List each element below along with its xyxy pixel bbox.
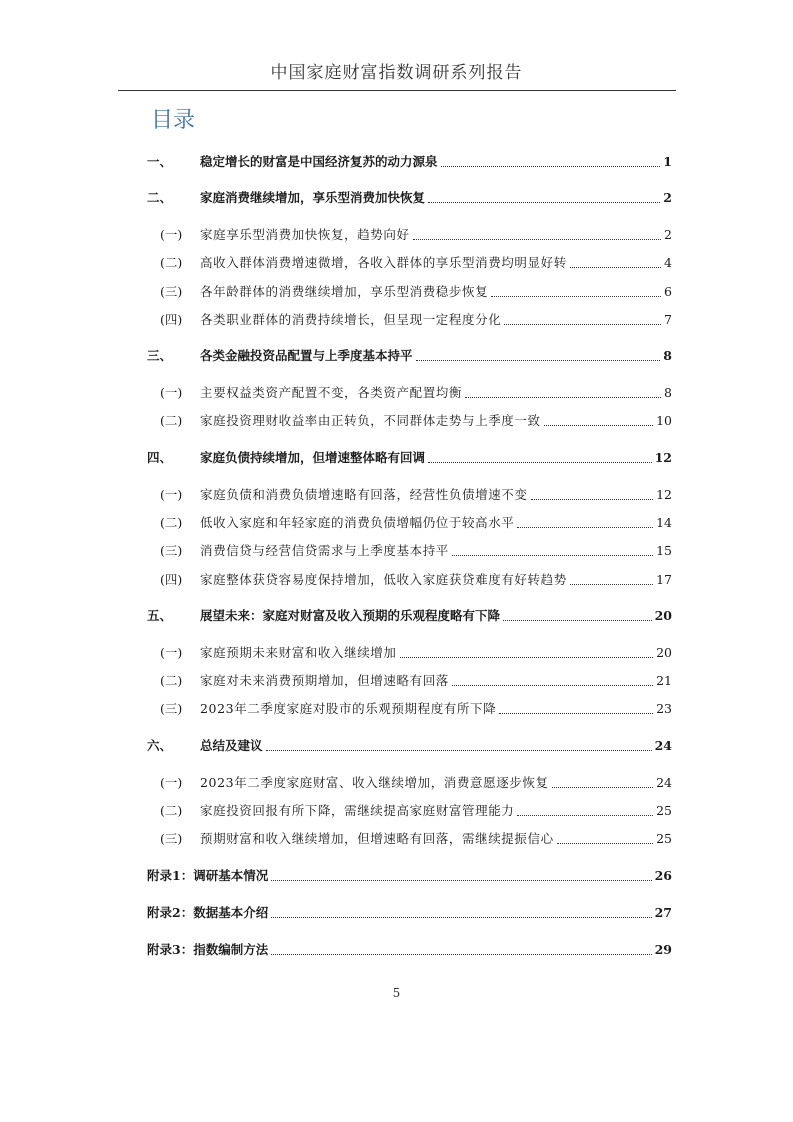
toc-entry[interactable] (0, 940, 793, 960)
toc-entry-line (200, 773, 672, 793)
toc-entry[interactable] (0, 773, 793, 793)
toc-entry-title: 家庭负债和消费负债增速略有回落，经营性负债增速不变 (200, 487, 528, 502)
toc-entry-number: 二、 (147, 190, 173, 205)
page-number: 5 (392, 986, 401, 1000)
toc-entry-title: 高收入群体消费增速微增，各收入群体的享乐型消费均明显好转 (200, 255, 567, 270)
toc-entry[interactable] (0, 541, 793, 561)
toc-dot-leader (531, 499, 654, 500)
toc-entry-line (200, 513, 672, 533)
toc-entry-number: (一) (160, 775, 183, 790)
toc-dot-leader (499, 713, 653, 714)
toc-entry-line (200, 188, 672, 208)
toc-entry-number: 六、 (147, 738, 173, 753)
toc-entry-number: 四、 (147, 450, 173, 465)
toc-entry-title: 附录2：数据基本介绍 (147, 905, 269, 920)
toc-dot-leader (271, 954, 651, 955)
toc-entry-line (200, 829, 672, 849)
toc-dot-leader (400, 657, 654, 658)
toc-entry-page: 26 (654, 868, 672, 883)
toc-entry-page: 21 (656, 673, 672, 688)
toc-entry-line (200, 699, 672, 719)
toc-entry-number: (四) (160, 312, 183, 327)
toc-entry-title: 家庭对未来消费预期增加，但增速略有回落 (200, 673, 449, 688)
toc-dot-leader (503, 620, 652, 621)
toc-entry-line (200, 736, 672, 756)
toc-entry-page: 6 (664, 284, 672, 299)
toc-entry[interactable] (0, 570, 793, 590)
toc-entry-line (200, 570, 672, 590)
toc-dot-leader (517, 527, 653, 528)
toc-entry[interactable] (0, 513, 793, 533)
toc-entry-title: 家庭整体获贷容易度保持增加，低收入家庭获贷难度有好转趋势 (200, 572, 567, 587)
toc-entry-title: 附录1：调研基本情况 (147, 868, 269, 883)
toc-entry-number: (四) (160, 572, 183, 587)
toc-dot-leader (544, 425, 653, 426)
toc-entry-number: (二) (160, 413, 183, 428)
toc-entry-page: 27 (654, 905, 672, 920)
toc-entry[interactable] (0, 903, 793, 923)
toc-entry-title: 低收入家庭和年轻家庭的消费负债增幅仍位于较高水平 (200, 515, 515, 530)
toc-entry-line (200, 253, 672, 273)
toc-entry[interactable] (0, 152, 793, 172)
toc-dot-leader (452, 685, 653, 686)
toc-entry-line (200, 643, 672, 663)
toc-entry-line (200, 448, 672, 468)
toc-dot-leader (428, 462, 652, 463)
toc-dot-leader (452, 555, 653, 556)
toc-entry-page: 20 (656, 645, 672, 660)
toc-entry-number: (三) (160, 284, 183, 299)
toc-dot-leader (441, 166, 661, 167)
toc-entry-page: 29 (654, 942, 672, 957)
toc-entry-title: 各类职业群体的消费持续增长，但呈现一定程度分化 (200, 312, 502, 327)
toc-entry-line (200, 606, 672, 626)
toc-entry-line (200, 801, 672, 821)
toc-entry-page: 15 (656, 543, 672, 558)
toc-dot-leader (570, 267, 661, 268)
toc-entry-line (200, 310, 672, 330)
toc-dot-leader (570, 584, 653, 585)
toc-entry[interactable] (0, 225, 793, 245)
toc-entry-line (200, 152, 672, 172)
toc-dot-leader (504, 324, 661, 325)
toc-entry-page: 10 (656, 413, 672, 428)
toc-entry-title: 家庭投资理财收益率由正转负，不同群体走势与上季度一致 (200, 413, 541, 428)
toc-entry-line (200, 671, 672, 691)
toc-entry[interactable] (0, 188, 793, 208)
toc-entry-number: (二) (160, 803, 183, 818)
toc-entry-number: (三) (160, 701, 183, 716)
toc-dot-leader (465, 397, 661, 398)
toc-dot-leader (552, 787, 653, 788)
toc-entry-title: 各类金融投资品配置与上季度基本持平 (200, 348, 413, 363)
toc-dot-leader (517, 815, 653, 816)
toc-entry-page: 7 (664, 312, 672, 327)
toc-entry-line (200, 383, 672, 403)
toc-entry-title: 2023年二季度家庭财富、收入继续增加，消费意愿逐步恢复 (200, 775, 549, 790)
toc-entry-line (200, 485, 672, 505)
toc-entry-number: (一) (160, 385, 183, 400)
toc-entry-line (200, 541, 672, 561)
toc-entry-page: 2 (663, 190, 672, 205)
toc-entry-page: 24 (656, 775, 672, 790)
toc-entry-page: 12 (656, 487, 672, 502)
toc-entry[interactable] (0, 485, 793, 505)
toc-entry-page: 17 (656, 572, 672, 587)
toc-entry-line (200, 411, 672, 431)
toc-dot-leader (271, 917, 651, 918)
toc-entry[interactable] (0, 866, 793, 886)
toc-entry-number: (三) (160, 543, 183, 558)
toc-entry-title: 消费信贷与经营信贷需求与上季度基本持平 (200, 543, 449, 558)
toc-entry-title: 主要权益类资产配置不变，各类资产配置均衡 (200, 385, 463, 400)
toc-entry-page: 20 (654, 608, 672, 623)
toc-entry[interactable] (0, 643, 793, 663)
toc-entry-title: 家庭负债持续增加，但增速整体略有回调 (200, 450, 426, 465)
toc-entry-page: 23 (656, 701, 672, 716)
toc-entry[interactable] (0, 606, 793, 626)
toc-entry[interactable] (0, 829, 793, 849)
toc-entry[interactable] (0, 310, 793, 330)
toc-entry-page: 8 (663, 348, 672, 363)
toc-entry-page: 8 (664, 385, 672, 400)
toc-entry[interactable] (0, 801, 793, 821)
toc-entry-number: 一、 (147, 154, 173, 169)
toc-entry-title: 家庭投资回报有所下降，需继续提高家庭财富管理能力 (200, 803, 515, 818)
toc-entry-line (147, 903, 672, 923)
toc-entry-title: 预期财富和收入继续增加，但增速略有回落，需继续提振信心 (200, 831, 554, 846)
toc-entry-number: (二) (160, 515, 183, 530)
toc-entry-title: 附录3：指数编制方法 (147, 942, 269, 957)
toc-entry-page: 24 (654, 738, 672, 753)
toc-dot-leader (271, 880, 651, 881)
toc-entry[interactable] (0, 253, 793, 273)
toc-entry-line (200, 346, 672, 366)
toc-entry-number: (一) (160, 227, 183, 242)
toc-entry-page: 1 (663, 154, 672, 169)
toc-entry[interactable] (0, 346, 793, 366)
toc-entry[interactable] (0, 448, 793, 468)
toc-entry-title: 展望未来：家庭对财富及收入预期的乐观程度略有下降 (200, 608, 501, 623)
toc-entry[interactable] (0, 383, 793, 403)
toc-dot-leader (491, 296, 661, 297)
toc-entry-page: 25 (656, 831, 672, 846)
toc-entry-number: (二) (160, 255, 183, 270)
toc-entry-line (200, 225, 672, 245)
toc-entry-title: 家庭预期未来财富和收入继续增加 (200, 645, 397, 660)
toc-entry-number: (一) (160, 487, 183, 502)
toc-dot-leader (266, 750, 652, 751)
toc-entry-title: 总结及建议 (200, 738, 263, 753)
toc-entry[interactable] (0, 671, 793, 691)
toc-entry-title: 家庭享乐型消费加快恢复，趋势向好 (200, 227, 410, 242)
toc-entry-number: (一) (160, 645, 183, 660)
toc-dot-leader (557, 843, 653, 844)
toc-entry-title: 各年龄群体的消费继续增加，享乐型消费稳步恢复 (200, 284, 489, 299)
toc-entry[interactable] (0, 282, 793, 302)
toc-entry-number: (三) (160, 831, 183, 846)
toc-entry-line (200, 282, 672, 302)
toc-entry[interactable] (0, 411, 793, 431)
toc-heading: 目录 (151, 108, 196, 133)
toc-entry-number: (二) (160, 673, 183, 688)
toc-entry-page: 2 (664, 227, 672, 242)
toc-entry-number: 五、 (147, 608, 173, 623)
header-divider (118, 90, 676, 91)
report-header-title: 中国家庭财富指数调研系列报告 (270, 63, 523, 83)
toc-entry-page: 25 (656, 803, 672, 818)
toc-entry-line (147, 940, 672, 960)
toc-entry-page: 14 (656, 515, 672, 530)
toc-entry-line (147, 866, 672, 886)
toc-entry[interactable] (0, 699, 793, 719)
toc-dot-leader (416, 360, 661, 361)
toc-entry-title: 2023年二季度家庭对股市的乐观预期程度有所下降 (200, 701, 497, 716)
toc-entry-title: 家庭消费继续增加，享乐型消费加快恢复 (200, 190, 426, 205)
toc-entry-number: 三、 (147, 348, 173, 363)
toc-dot-leader (413, 239, 661, 240)
toc-dot-leader (428, 202, 660, 203)
toc-entry[interactable] (0, 736, 793, 756)
toc-entry-page: 4 (664, 255, 672, 270)
toc-entry-title: 稳定增长的财富是中国经济复苏的动力源泉 (200, 154, 438, 169)
toc-entry-page: 12 (654, 450, 672, 465)
